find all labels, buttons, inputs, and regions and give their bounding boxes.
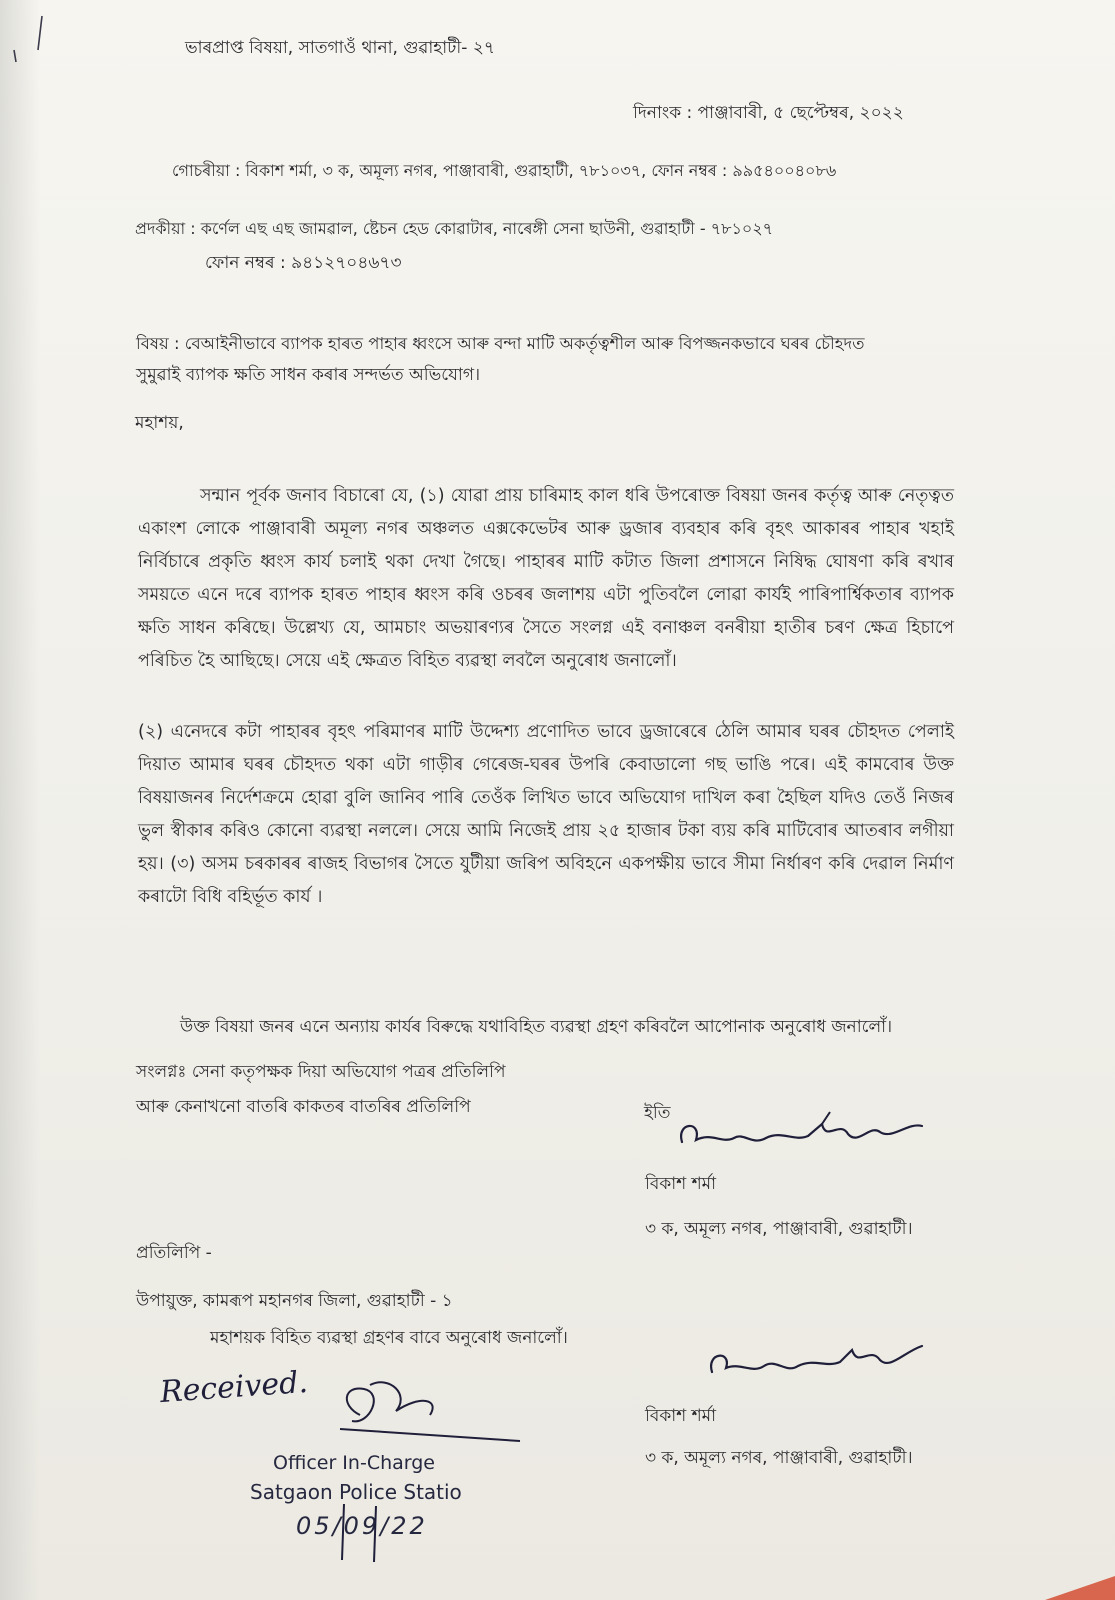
body-paragraph-2: (২) এনেদৰে কটা পাহাৰৰ বৃহৎ পৰিমাণৰ মাটি উদ্দেশ্য প্ৰণোদিত ভাবে ড্ৰজাৰেৰে ঠেলি আমাৰ ঘৰৰ চৌহদত পেলাই দিয়াত আমাৰ ঘৰৰ চৌহদত থকা এটা গাড়ীৰ গেৰেজ-ঘৰৰ উপৰি কেবাডালো গছ ভাঙি পৰে। এই কামবোৰ উক্ত বিষয়াজনৰ নিৰ্দেশক্ৰমে হোৱা বুলি জানিব পাৰি তেওঁক লিখিত ভাবে অভিযোগ দাখিল কৰা হৈছিল যদিও তেওঁ নিজৰ ভুল স্বীকাৰ কৰিও কোনো ব্যৱস্থা নললে। সেয়ে আমি নিজেই প্ৰায় ২৫ হাজাৰ টকা ব্যয় কৰি মাটিবোৰ আতৰাব লগীয়া হয়। (৩) অসম চৰকাৰৰ ৰাজহ বিভাগৰ সৈতে যুটীয়া জৰিপ অবিহনে একপক্ষীয় ভাবে সীমা নিৰ্ধাৰণ কৰি দেৱাল নিৰ্মাণ কৰাটো বিধি বহিৰ্ভূত কাৰ্য । <box>138 722 954 907</box>
date-line: দিনাংক : পাঞ্জাবাৰী, ৫ ছেপ্টেম্বৰ, ২০২২ <box>633 103 904 123</box>
closing-iti: ইতি <box>644 1103 671 1123</box>
stray-pen-mark <box>8 10 48 70</box>
complainant-line: গোচৰীয়া : বিকাশ শৰ্মা, ৩ ক, অমূল্য নগৰ, পাঞ্জাবাৰী, গুৱাহাটী, ৭৮১০৩৭, ফোন নম্বৰ : ৯৯৫৪০০৪০৮৬ <box>172 161 837 180</box>
enclosure-line-1: সংলগ্নঃ সেনা কতৃপক্ষক দিয়া অভিযোগ পত্ৰৰ প্ৰতিলিপি <box>136 1062 506 1082</box>
respondent-phone: ফোন নম্বৰ : ৯৪১২৭০৪৬৭৩ <box>205 253 402 273</box>
page-edge-shadow <box>0 0 40 1600</box>
closing-name: বিকাশ শৰ্মা <box>645 1174 717 1194</box>
signature-scribble-2 <box>700 1328 930 1388</box>
subject-line-1: বিষয় : বেআইনীভাবে ব্যাপক হাৰত পাহাৰ ধ্বংসে আৰু বন্দা মাটি অকৰ্তৃত্বশীল আৰু বিপজ্জনকভাবে ঘৰৰ চৌহদত <box>136 334 865 353</box>
addressee-line: ভাৰপ্ৰাপ্ত বিষয়া, সাতগাওঁ থানা, গুৱাহাটী- ২৭ <box>185 38 495 58</box>
background-corner <box>1045 1576 1115 1600</box>
copy-heading: প্ৰতিলিপি - <box>136 1243 212 1263</box>
stamp-date: 05/09/22 <box>296 1512 428 1540</box>
salutation: মহাশয়, <box>135 413 184 433</box>
subject-line-2: সুমুৱাই ব্যাপক ক্ষতি সাধন কৰাৰ সন্দৰ্ভত অভিযোগ। <box>136 365 481 385</box>
received-handwriting: Received. <box>158 1364 309 1411</box>
officer-initials-scribble <box>300 1365 540 1445</box>
stamp-station-line: Satgaon Police Statio <box>250 1480 462 1504</box>
signature-scribble-1 <box>672 1102 932 1162</box>
copy-recipient: উপায়ুক্ত, কামৰূপ মহানগৰ জিলা, গুৱাহাটী - ১ <box>136 1291 453 1311</box>
date-divider-strokes <box>330 1500 390 1570</box>
signature2-address: ৩ ক, অমূল্য নগৰ, পাঞ্জাবাৰী, গুৱাহাটী। <box>645 1448 913 1468</box>
copy-note: মহাশয়ক বিহিত ব্যৱস্থা গ্ৰহণৰ বাবে অনুৰোধ জনালোঁ। <box>210 1328 568 1348</box>
respondent-line: প্ৰদকীয়া : কৰ্ণেল এছ এছ জামৱাল, ষ্টেচন হেড কোৱাটাৰ, নাৰেঙ্গী সেনা ছাউনী, গুৱাহাটী - ৭৮১০২৭ <box>135 219 774 238</box>
request-paragraph: উক্ত বিষয়া জনৰ এনে অন্যায় কাৰ্যৰ বিৰুদ্ধে যথাবিহিত ব্যৱস্থা গ্ৰহণ কৰিবলৈ আপোনাক অনুৰোধ জনালোঁ। <box>180 1017 893 1037</box>
enclosure-line-2: আৰু কেনাখনো বাতৰি কাকতৰ বাতৰিৰ প্ৰতিলিপি <box>136 1097 471 1117</box>
closing-address: ৩ ক, অমূল্য নগৰ, পাঞ্জাবাৰী, গুৱাহাটী। <box>645 1219 913 1239</box>
signature2-name: বিকাশ শৰ্মা <box>645 1406 717 1426</box>
stamp-officer-line: Officer In-Charge <box>273 1452 435 1474</box>
body-paragraph-1: সন্মান পূৰ্বক জনাব বিচাৰো যে, (১) যোৱা প্ৰায় চাৰিমাহ কাল ধৰি উপৰোক্ত বিষয়া জনৰ কৰ্তৃত্ব আৰু নেতৃত্বত একাংশ লোকে পাঞ্জাবাৰী অমূল্য নগৰ অঞ্চলত এক্সকেভেটৰ আৰু ড্ৰজাৰ ব্যবহাৰ কৰি বৃহৎ আকাৰৰ পাহাৰ খহাই নিৰ্বিচাৰে প্ৰকৃতি ধ্বংস কাৰ্য চলাই থকা দেখা গৈছে। পাহাৰৰ মাটি কটাত জিলা প্ৰশাসনে নিষিদ্ধ ঘোষণা কৰি ৰখাৰ সময়তে এনে দৰে ব্যাপক হাৰত পাহাৰ ধ্বংস কৰি ওচৰৰ জলাশয় এটা পুতিবলৈ লোৱা কাৰ্যই পাৰিপাৰ্শ্বিকতাৰ ব্যাপক ক্ষতি সাধন কৰিছে। উল্লেখ্য যে, আমচাং অভয়াৰণ্যৰ সৈতে সংলগ্ন এই বনাঞ্চল বনৰীয়া হাতীৰ চৰণ ক্ষেত্ৰ হিচাপে পৰিচিত হৈ আছিছে। সেয়ে এই ক্ষেত্ৰত বিহিত ব্যৱস্থা লবলৈ অনুৰোধ জনালোঁ। <box>138 486 954 671</box>
